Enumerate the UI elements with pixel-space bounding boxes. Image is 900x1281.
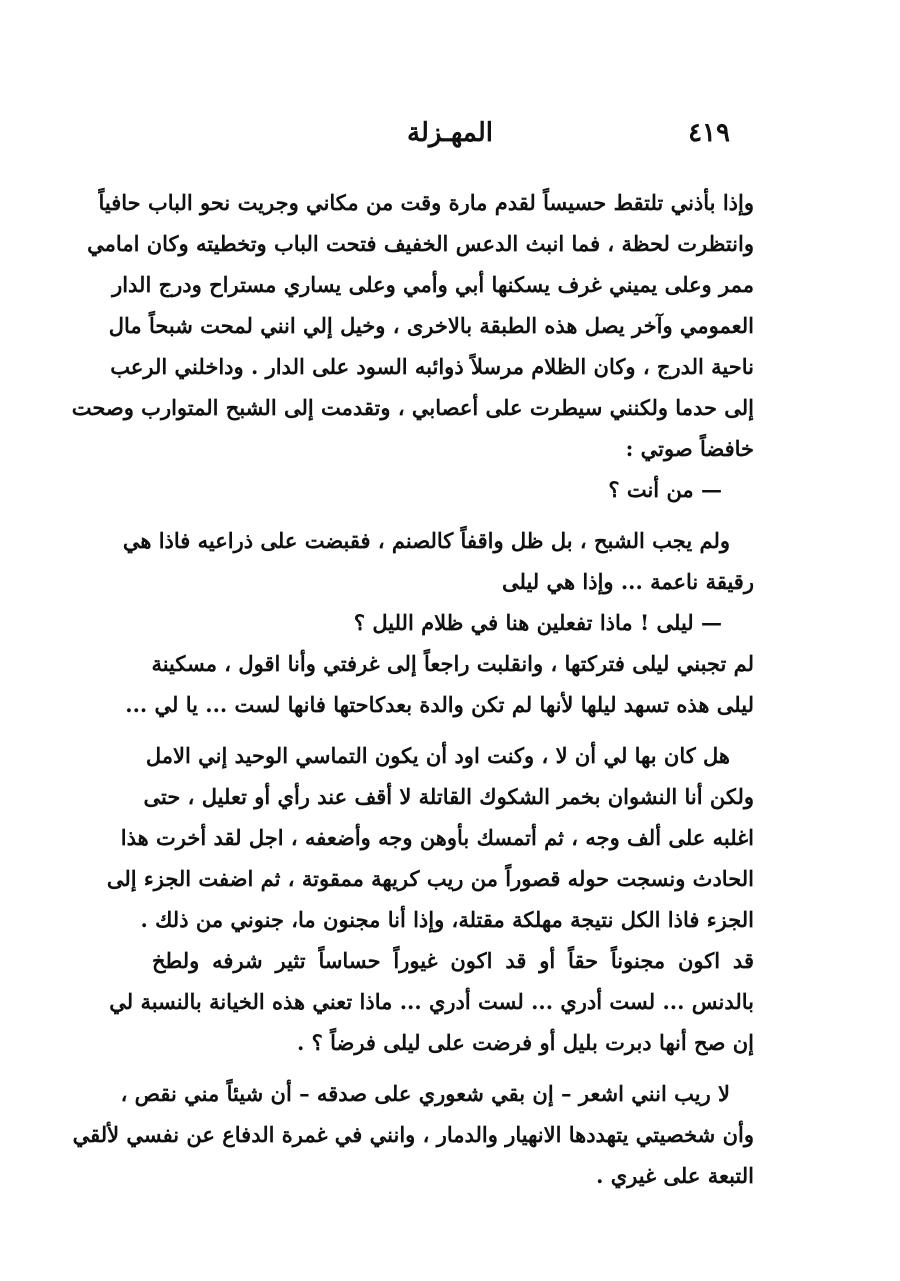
text-line: ولم يجب الشبح ، بل ظل واقفاً كالصنم ، فقبضت على ذراعيه فاذا هي: [122, 528, 730, 553]
text-line: التبعة على غيري .: [596, 1163, 754, 1188]
text-line: وإذا بأذني تلتقط حسيساً لقدم مارة وقت من مكاني وجريت نحو الباب حافياً: [98, 190, 754, 215]
running-title: المهـزلة: [407, 118, 493, 148]
text-line: اغلبه على ألف وجه ، ثم أتمسك بأوهن وجه وأضعفه ، اجل لقد أخرت هذا: [120, 825, 754, 850]
text-line: الجزء فاذا الكل نتيجة مهلكة مقتلة، وإذا أنا مجنون ما، جنوني من ذلك .: [140, 907, 754, 932]
running-head: [0, 118, 900, 158]
text-line: العمومي وآخر يصل هذه الطبقة بالاخرى ، وخيل إلي انني لمحت شبحاً مال: [108, 313, 754, 338]
text-line: بالدنس ... لست أدري ... لست أدري ... ماذا تعني هذه الخيانة بالنسبة لي: [109, 989, 754, 1014]
text-line: إلى حدما ولكنني سيطرت على أعصابي ، وتقدمت إلى الشبح المتوارب وصحت: [71, 395, 754, 420]
text-line: لم تجبني ليلى فتركتها ، وانقلبت راجعاً إلى غرفتي وأنا اقول ، مسكينة: [151, 651, 754, 676]
text-line: ولكن أنا النشوان بخمر الشكوك القاتلة لا أقف عند رأي أو تعليل ، حتى: [143, 784, 754, 809]
text-line: خافضاً صوتي :: [625, 436, 754, 461]
text-line: وانتظرت لحظة ، فما انبث الدعس الخفيف فتحت الباب وتخطيته وكان امامي: [87, 231, 754, 256]
text-line: قد اكون مجنوناً حقاً أو قد اكون غيوراً حساساً تثير شرفه ولطخ: [152, 948, 754, 973]
text-line: إن صح أنها دبرت بليل أو فرضت على ليلى فرضاً ؟ .: [297, 1030, 754, 1055]
text-line: هل كان بها لي أن لا ، وكنت اود أن يكون التماسي الوحيد إني الامل: [145, 743, 730, 768]
body-text: [71, 182, 754, 1196]
text-line: ممر وعلى يميني غرف يسكنها أبي وأمي وعلى يساري مستراح ودرج الدار: [112, 272, 754, 297]
text-line: لا ريب انني اشعر – إن بقي شعوري على صدقه – أن شيئاً مني نقص ،: [120, 1081, 730, 1106]
text-line: وأن شخصيتي يتهددها الانهيار والدمار ، وانني في غمرة الدفاع عن نفسي لألقي: [72, 1122, 754, 1147]
text-line: الحادث ونسجت حوله قصوراً من ريب كريهة ممقوتة ، ثم اضفت الجزء إلى: [106, 866, 754, 891]
text-line: ناحية الدرج ، وكان الظلام مرسلاً ذوائبه السود على الدار . وداخلني الرعب: [110, 354, 754, 379]
text-line: رقيقة ناعمة ... وإذا هي ليلى: [502, 569, 754, 594]
dialogue-line: — من أنت ؟: [608, 477, 722, 502]
dialogue-line: — ليلى ! ماذا تفعلين هنا في ظلام الليل ؟: [353, 610, 722, 635]
page-number: ٤١٩: [688, 118, 730, 148]
text-line: ليلى هذه تسهد ليلها لأنها لم تكن والدة بعدكاحتها فانها لست ... يا لي ...: [125, 692, 754, 717]
